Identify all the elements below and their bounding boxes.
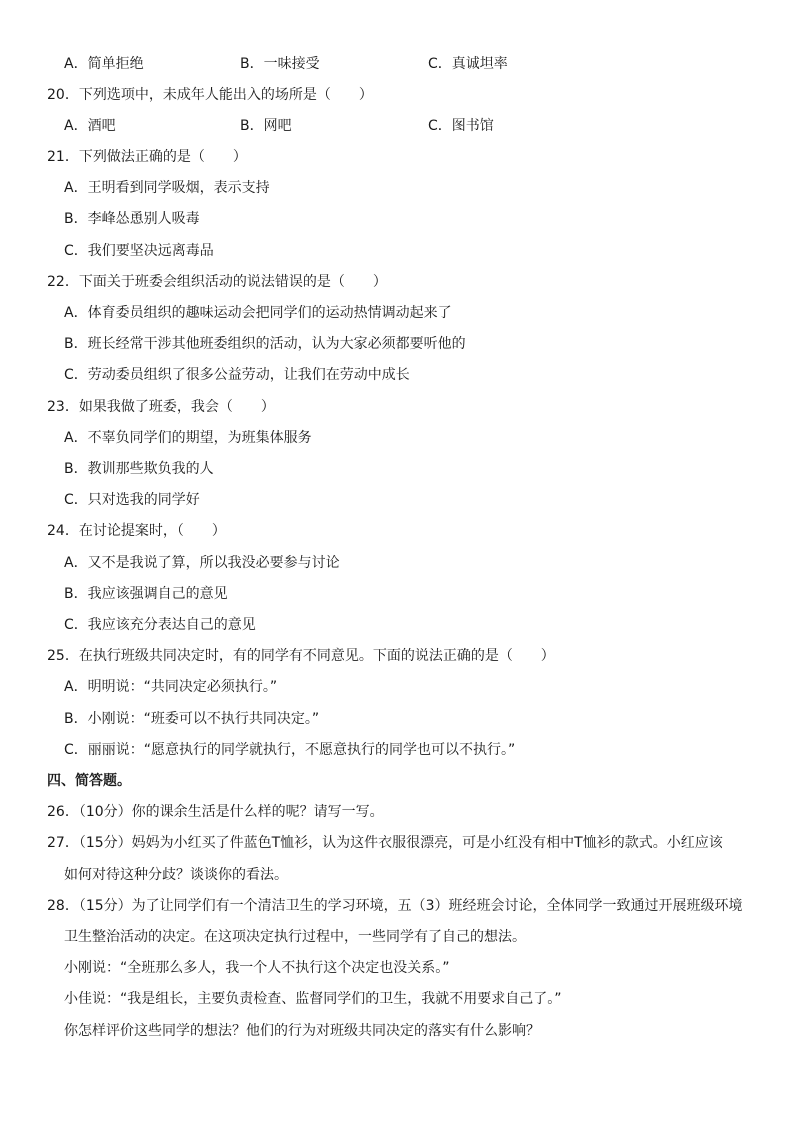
- q24-stem: 24．在讨论提案时，（ ）: [47, 523, 226, 539]
- q28-stem-line-2: 卫生整治活动的决定。在这项决定执行过程中，一些同学有了自己的想法。: [64, 929, 526, 945]
- q26-stem: 26．（10分）你的课余生活是什么样的呢？请写一写。: [47, 804, 384, 820]
- q28-quote-xiaojia: 小佳说：“我是组长，主要负责检查、监督同学们的卫生，我就不用要求自己了。”: [64, 991, 562, 1007]
- q25-option-b[interactable]: B．小刚说：“班委可以不执行共同决定。”: [64, 711, 320, 727]
- q21-option-c[interactable]: C．我们要坚决远离毒品: [64, 243, 214, 259]
- q25-stem: 25．在执行班级共同决定时，有的同学有不同意见。下面的说法正确的是（ ）: [47, 648, 555, 664]
- section-4-title: 四、简答题。: [47, 773, 131, 789]
- q23-option-b[interactable]: B．教训那些欺负我的人: [64, 461, 214, 477]
- q25-option-a[interactable]: A．明明说：“共同决定必须执行。”: [64, 679, 278, 695]
- q23-stem: 23．如果我做了班委，我会（ ）: [47, 399, 275, 415]
- q23-option-a[interactable]: A．不辜负同学们的期望，为班集体服务: [64, 430, 312, 446]
- q24-option-a[interactable]: A．又不是我说了算，所以我没必要参与讨论: [64, 555, 340, 571]
- q28-question: 你怎样评价这些同学的想法？他们的行为对班级共同决定的落实有什么影响？: [64, 1023, 540, 1039]
- q27-stem-line-1: 27．（15分）妈妈为小红买了件蓝色T恤衫，认为这件衣服很漂亮，可是小红没有相中T恤衫的款式。小红应该: [47, 835, 723, 851]
- q27-stem-line-2: 如何对待这种分歧？谈谈你的看法。: [64, 867, 288, 883]
- q19-option-c[interactable]: C．真诚坦率: [428, 56, 508, 72]
- q22-option-a[interactable]: A．体育委员组织的趣味运动会把同学们的运动热情调动起来了: [64, 305, 452, 321]
- q20-option-a[interactable]: A．酒吧: [64, 118, 116, 134]
- q19-option-a[interactable]: A．简单拒绝: [64, 56, 144, 72]
- q21-stem: 21．下列做法正确的是（ ）: [47, 149, 247, 165]
- q23-option-c[interactable]: C．只对选我的同学好: [64, 492, 200, 508]
- q21-option-a[interactable]: A．王明看到同学吸烟，表示支持: [64, 180, 270, 196]
- q22-option-c[interactable]: C．劳动委员组织了很多公益劳动，让我们在劳动中成长: [64, 367, 410, 383]
- q20-option-b[interactable]: B．网吧: [240, 118, 292, 134]
- q22-stem: 22．下面关于班委会组织活动的说法错误的是（ ）: [47, 274, 387, 290]
- q24-option-b[interactable]: B．我应该强调自己的意见: [64, 586, 228, 602]
- q28-stem-line-1: 28．（15分）为了让同学们有一个清洁卫生的学习环境，五（3）班经班会讨论，全体同学一致通过开展班级环境: [47, 898, 743, 914]
- q19-option-b[interactable]: B．一味接受: [240, 56, 320, 72]
- q21-option-b[interactable]: B．李峰怂恿别人吸毒: [64, 211, 200, 227]
- q20-option-c[interactable]: C．图书馆: [428, 118, 494, 134]
- q24-option-c[interactable]: C．我应该充分表达自己的意见: [64, 617, 256, 633]
- q22-option-b[interactable]: B．班长经常干涉其他班委组织的活动，认为大家必须都要听他的: [64, 336, 466, 352]
- q28-quote-xiaogang: 小刚说：“全班那么多人，我一个人不执行这个决定也没关系。”: [64, 960, 450, 976]
- q20-stem: 20．下列选项中，未成年人能出入的场所是（ ）: [47, 87, 373, 103]
- q25-option-c[interactable]: C．丽丽说：“愿意执行的同学就执行，不愿意执行的同学也可以不执行。”: [64, 742, 516, 758]
